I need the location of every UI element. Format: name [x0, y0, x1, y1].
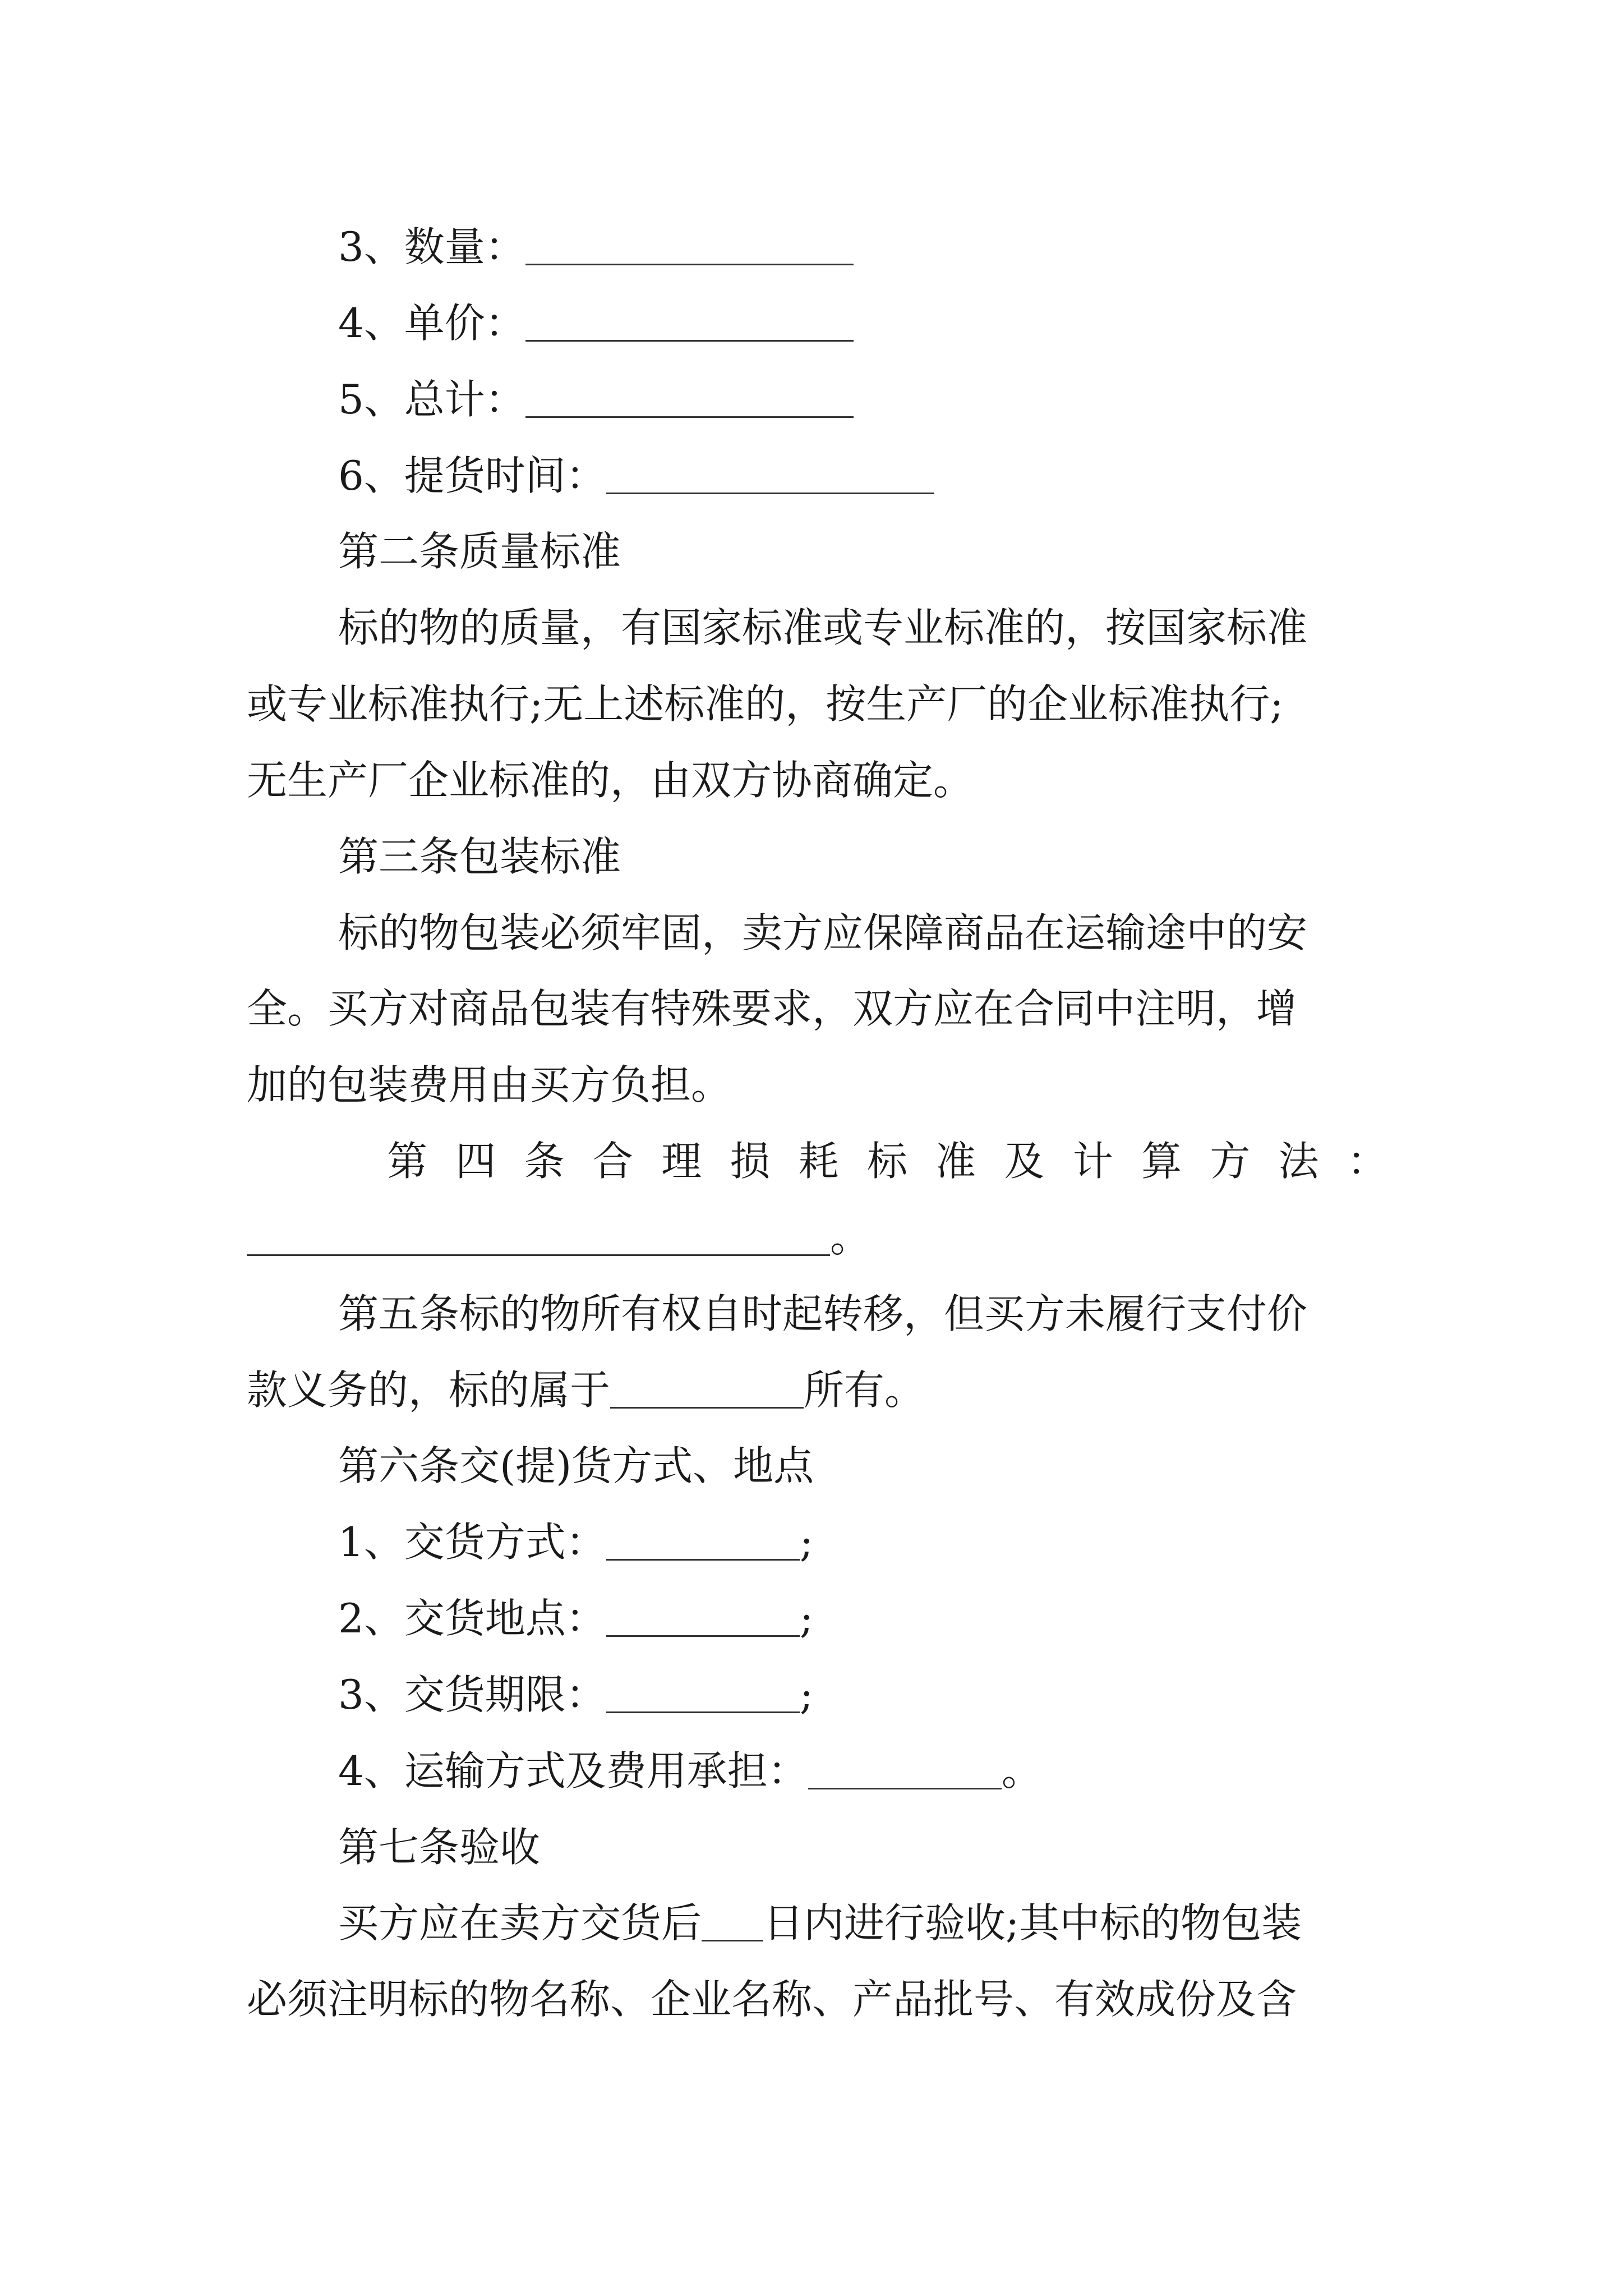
unit-price-label: 4、单价： — [338, 300, 525, 347]
pickup-time-blank — [606, 455, 934, 494]
article-3-text-3: 加的包装费用由买方负担。 — [247, 1061, 732, 1108]
delivery-place-blank — [606, 1598, 800, 1637]
pickup-time-label: 6、提货时间： — [338, 452, 606, 499]
article-2-text-1: 标的物的质量，有国家标准或专业标准的，按国家标准 — [338, 604, 1308, 651]
article-3-text-1: 标的物包装必须牢固，卖方应保障商品在运输途中的安 — [338, 909, 1308, 956]
delivery-method-line: 1、交货方式： ; — [338, 1519, 814, 1566]
article-3-heading: 第三条包装标准 — [338, 833, 621, 880]
delivery-period-line: 3、交货期限： ; — [338, 1671, 814, 1718]
quantity-label: 3、数量： — [338, 223, 525, 270]
pickup-time-line — [0, 449, 1623, 503]
loss-standard-blank-line: 。 — [0, 1211, 1623, 1264]
article-4-heading: 第 四 条 合 理 损 耗 标 准 及 计 算 方 法 ： — [387, 1138, 1387, 1185]
transport-blank — [808, 1751, 1002, 1789]
days-blank — [702, 1903, 763, 1941]
total-label: 5、总计： — [338, 376, 525, 423]
article-7-text-1: 买方应在卖方交货后 日内进行验收;其中标的物包装 — [338, 1899, 1302, 1947]
delivery-period-blank — [606, 1674, 800, 1713]
unit-price-line — [0, 296, 1623, 350]
article-3-text-2: 全。买方对商品包装有特殊要求，双方应在合同中注明，增 — [247, 985, 1297, 1032]
article-7-heading: 第七条验收 — [338, 1824, 541, 1871]
article-2-heading: 第二条质量标准 — [338, 528, 621, 575]
loss-standard-blank — [247, 1217, 830, 1256]
article-6-heading: 第六条交(提)货方式、地点 — [338, 1442, 814, 1489]
quantity-blank — [525, 227, 854, 265]
total-blank — [525, 379, 854, 418]
article-2-text-3: 无生产厂企业标准的，由双方协商确定。 — [247, 757, 974, 804]
unit-price-blank — [525, 303, 854, 342]
quantity-line — [0, 220, 1623, 274]
transport-line: 4、运输方式及费用承担： 。 — [338, 1747, 1042, 1795]
delivery-place-line: 2、交货地点： ; — [338, 1595, 814, 1642]
owner-blank — [610, 1370, 804, 1409]
article-7-text-2: 必须注明标的物名称、企业名称、产品批号、有效成份及含 — [247, 1976, 1297, 2023]
total-line — [0, 372, 1623, 426]
delivery-method-blank — [606, 1522, 800, 1561]
article-5-text-2: 款义务的，标的属于 所有。 — [247, 1366, 925, 1414]
article-2-text-2: 或专业标准执行;无上述标准的，按生产厂的企业标准执行; — [247, 680, 1284, 728]
article-5-text-1: 第五条标的物所有权自时起转移，但买方未履行支付价 — [338, 1290, 1308, 1337]
